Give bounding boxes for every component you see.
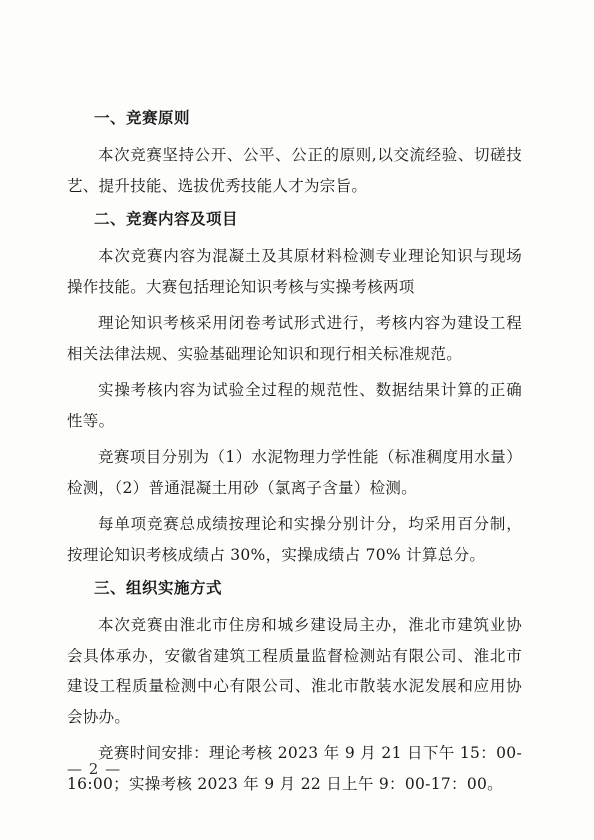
section-organization — [67, 576, 522, 799]
document-body — [67, 106, 522, 805]
paragraph: 每单项竞赛总成绩按理论和实操分别计分，均采用百分制，按理论知识考核成绩占 30%，实操成绩占 70% 计算总分。 — [67, 515, 522, 564]
section-principles — [67, 106, 522, 201]
paragraph: 竞赛项目分别为（1）水泥物理力学性能（标准稠度用水量）检测，（2）普通混凝土用砂（氯离子含量）检测。 — [67, 448, 522, 497]
paragraph: 本次竞赛坚持公开、公平、公正的原则,以交流经验、切磋技艺、提升技能、选拔优秀技能人才为宗旨。 — [67, 146, 522, 195]
section-heading: 二、竞赛内容及项目 — [94, 210, 239, 228]
section-heading: 三、组织实施方式 — [94, 579, 223, 597]
paragraph: 竞赛时间安排：理论考核 2023 年 9 月 21 日下午 15：00-16:00；实操考核 2023 年 9 月 22 日上午 9：00-17：00。 — [67, 744, 522, 793]
page-number: — 2 — — [67, 760, 122, 778]
section-content-items — [67, 207, 522, 570]
paragraph: 理论知识考核采用闭卷考试形式进行，考核内容为建设工程相关法律法规、实验基础理论知识和现行相关标准规范。 — [67, 314, 522, 363]
section-heading: 一、竞赛原则 — [94, 109, 191, 127]
paragraph: 本次竞赛内容为混凝土及其原材料检测专业理论知识与现场操作技能。大赛包括理论知识考核与实操考核两项 — [67, 247, 522, 296]
paragraph: 实操考核内容为试验全过程的规范性、数据结果计算的正确性等。 — [67, 381, 522, 430]
paragraph: 本次竞赛由淮北市住房和城乡建设局主办，淮北市建筑业协会具体承办，安徽省建筑工程质量监督检测站有限公司、淮北市建设工程质量检测中心有限公司、淮北市散装水泥发展和应用协会协办。 — [67, 616, 522, 726]
